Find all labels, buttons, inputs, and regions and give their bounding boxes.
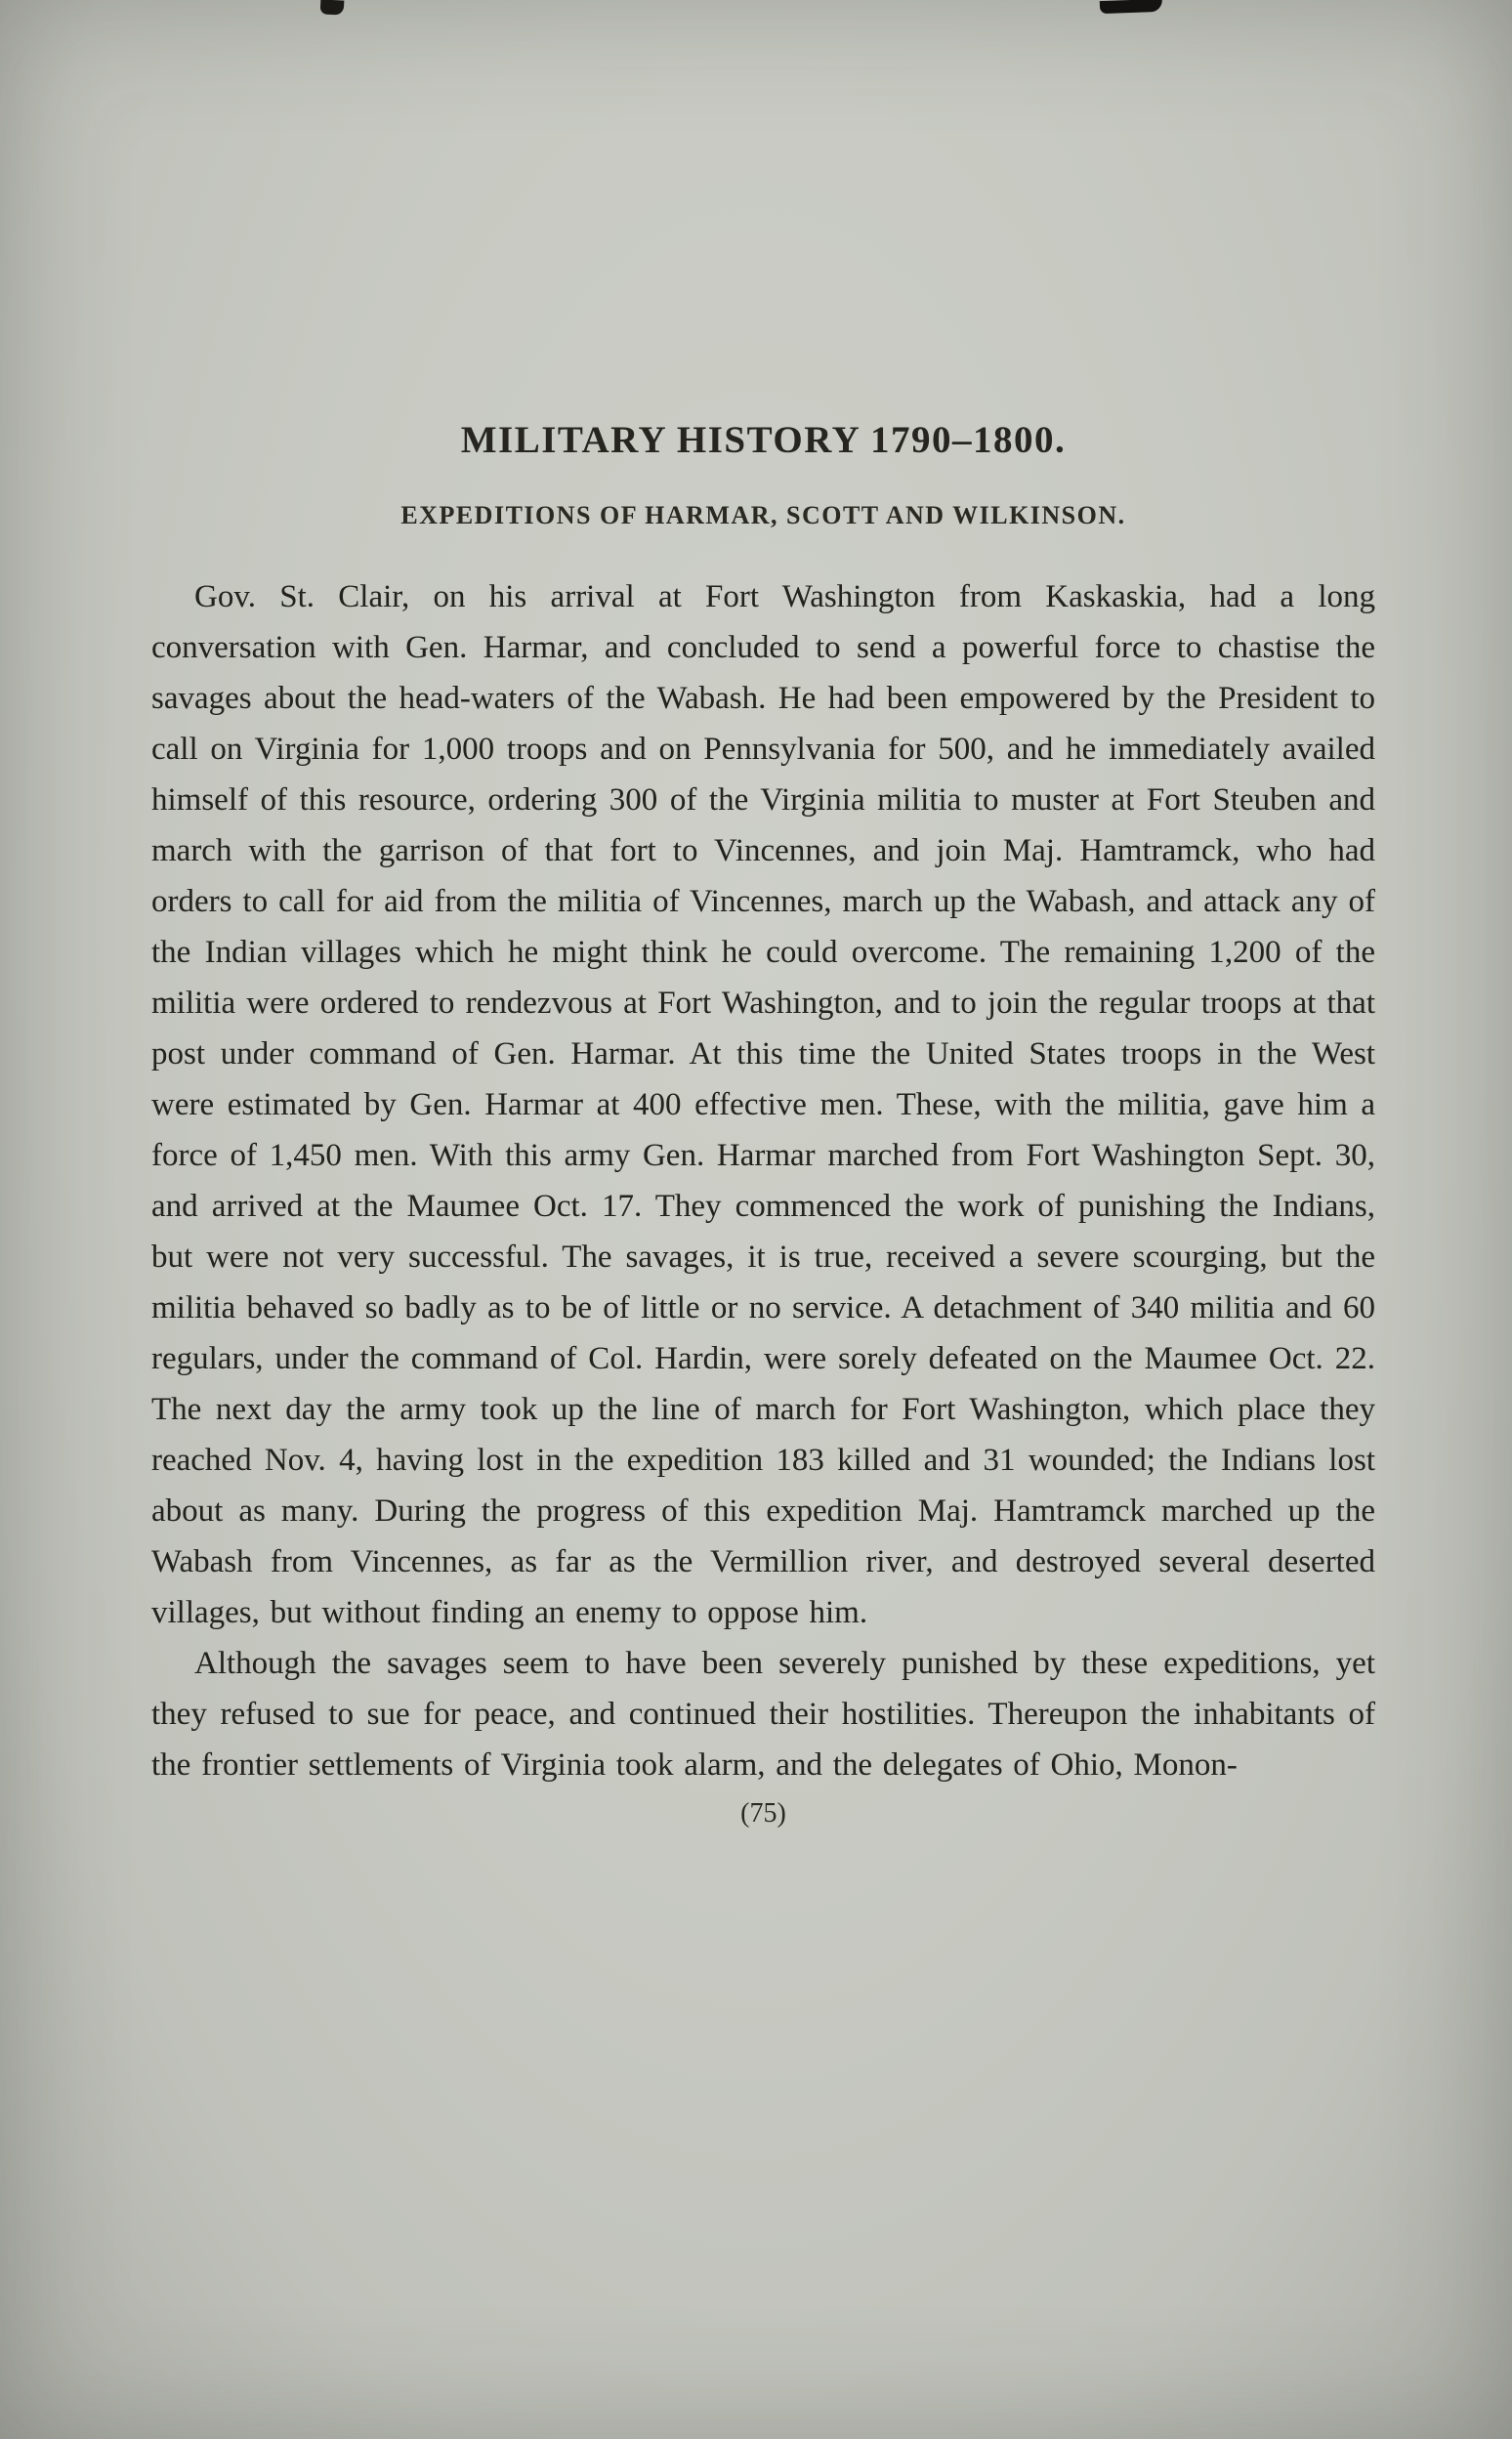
- paragraph-2: Although the savages seem to have been severely punished by these expeditions, yet they refused to sue for peace, and continued their hostilities. Thereupon the inhabitants of the frontier settlements of Virginia took alarm, and the delegates of Ohio, Monon-: [151, 1646, 1375, 1783]
- page-number: (75): [740, 1798, 786, 1829]
- page-title: MILITARY HISTORY 1790–1800.: [460, 419, 1067, 461]
- ink-mark-right: [1100, 0, 1162, 14]
- text-block: [151, 418, 1375, 1829]
- section-heading: EXPEDITIONS OF HARMAR, SCOTT AND WILKINSON.: [400, 501, 1126, 529]
- ink-mark-left: [320, 0, 345, 16]
- paragraph-1: Gov. St. Clair, on his arrival at Fort Washington from Kaskaskia, had a long conversation with Gen. Harmar, and concluded to send a powerful force to chastise the savages about the head-waters of the Wabash. He had been empowered by the President to call on Virginia for 1,000 troops and on Pennsylvania for 500, and he immediately availed himself of this resource, ordering 300 of the Virginia militia to muster at Fort Steuben and march with the garrison of that fort to Vincennes, and join Maj. Hamtramck, who had orders to call for aid from the militia of Vincennes, march up the Wabash, and attack any of the Indian villages which he might think he could overcome. The remaining 1,200 of the militia were ordered to rendezvous at Fort Washington, and to join the regular troops at that post under command of Gen. Harmar. At this time the United States troops in the West were estimated by Gen. Harmar at 400 effective men. These, with the militia, gave him a force of 1,450 men. With this army Gen. Harmar marched from Fort Washington Sept. 30, and arrived at the Maumee Oct. 17. They commenced the work of punishing the Indians, but were not very successful. The savages, it is true, received a severe scourging, but the militia behaved so badly as to be of little or no service. A detachment of 340 militia and 60 regulars, under the command of Col. Hardin, were sorely defeated on the Maumee Oct. 22. The next day the army took up the line of march for Fort Washington, which place they reached Nov. 4, having lost in the expedition 183 killed and 31 wounded; the Indians lost about as many. During the progress of this expedition Maj. Hamtramck marched up the Wabash from Vincennes, as far as the Vermillion river, and destroyed several deserted villages, but without finding an enemy to oppose him.: [151, 579, 1375, 1630]
